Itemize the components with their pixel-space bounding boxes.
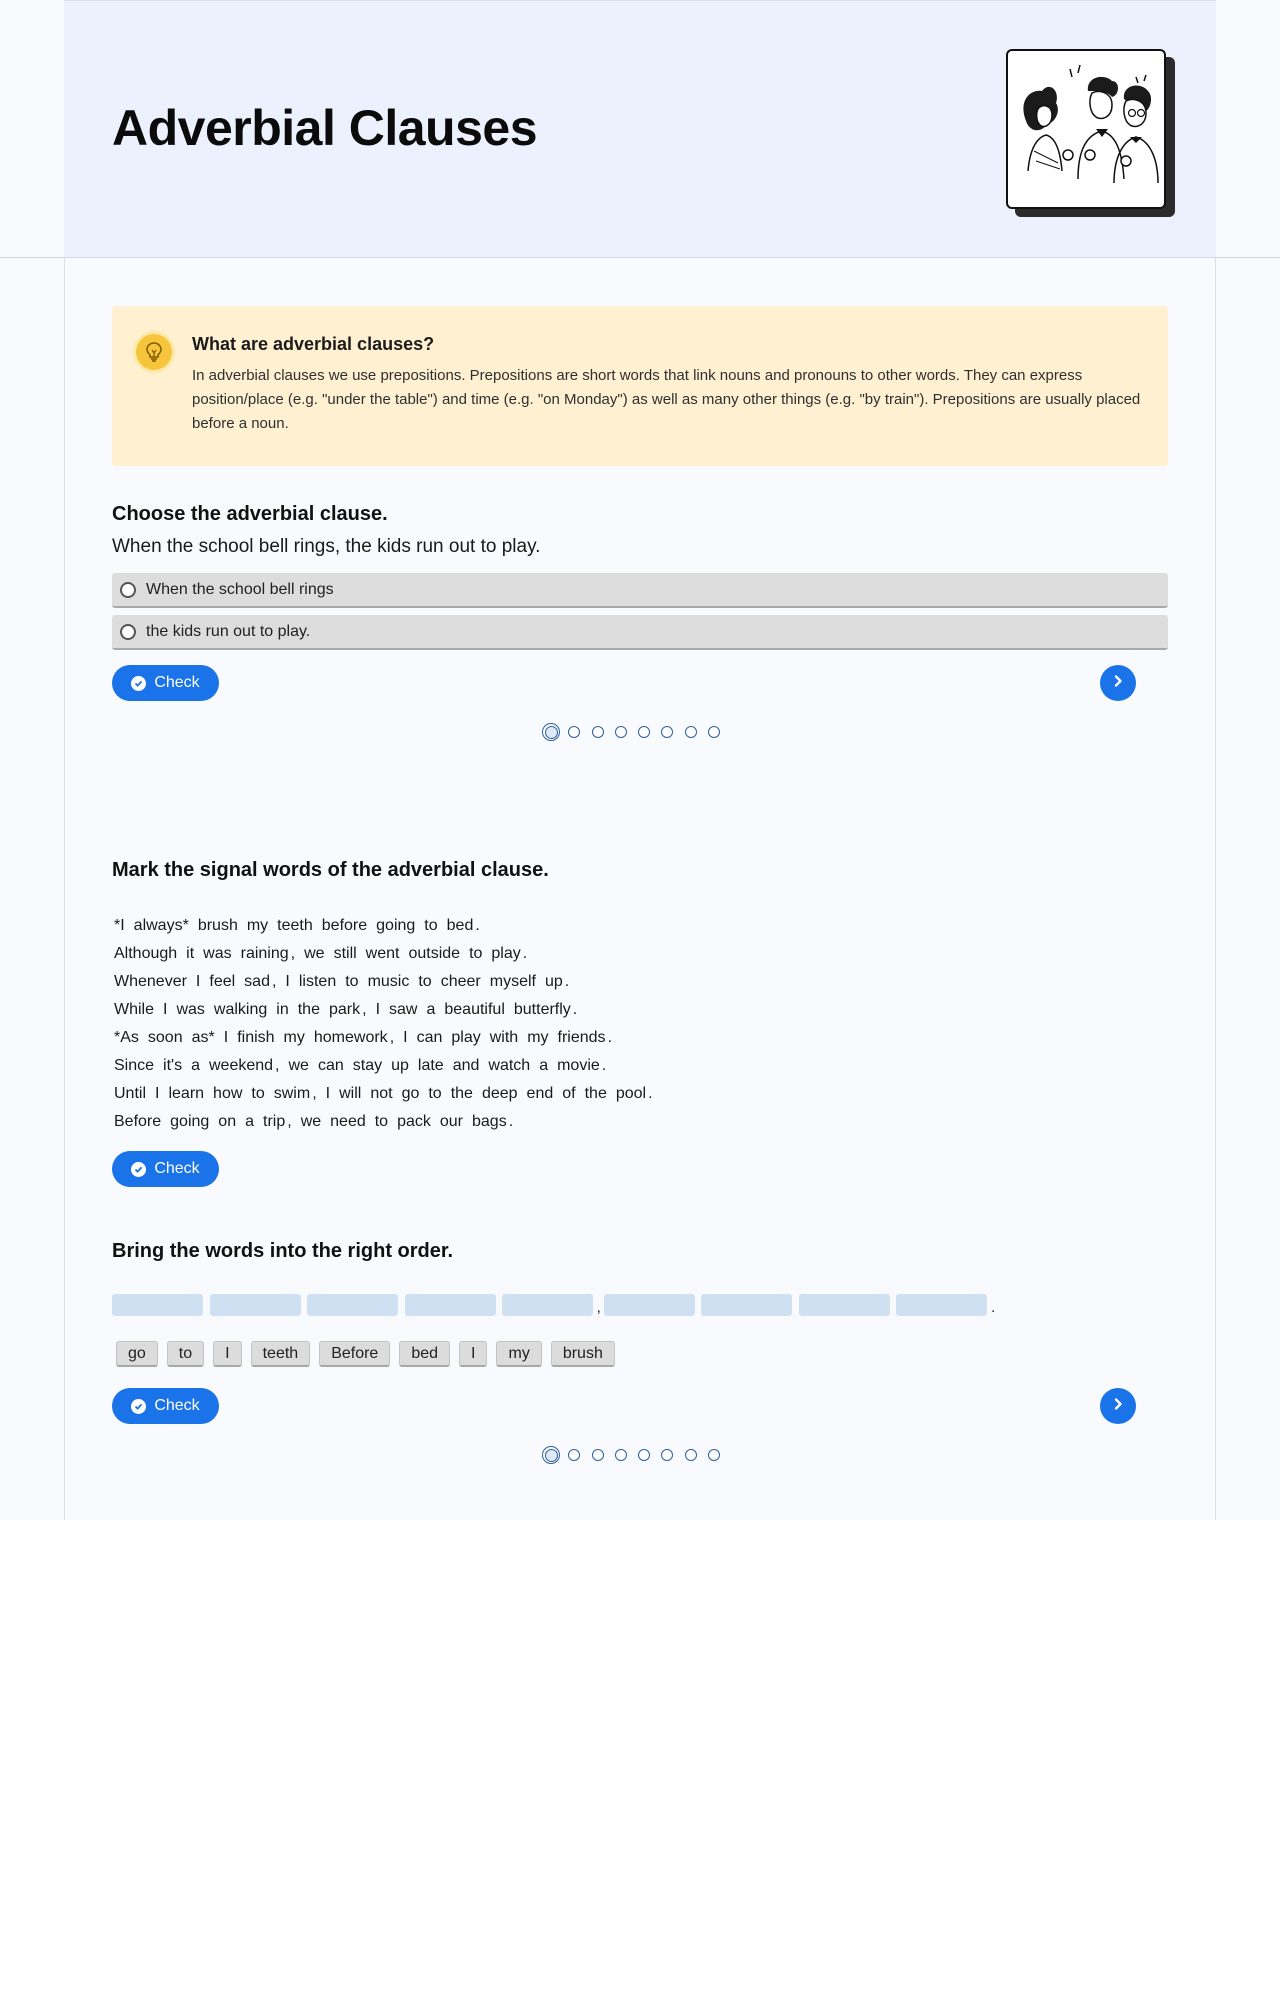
punctuation: . (508, 1113, 514, 1130)
selectable-word[interactable]: I (285, 973, 290, 990)
info-box (112, 306, 1168, 466)
selectable-word[interactable]: I (223, 1029, 229, 1046)
selectable-word[interactable]: finish (237, 1029, 275, 1046)
page-header (64, 0, 1216, 258)
selectable-word[interactable]: movie (557, 1057, 600, 1074)
comma-separator: , (596, 1299, 601, 1316)
answer-slot[interactable] (405, 1294, 496, 1316)
selectable-word[interactable]: Before (114, 1113, 162, 1130)
punctuation: , (271, 973, 277, 990)
selectable-word[interactable]: it's (163, 1057, 183, 1074)
selectable-word[interactable]: bed (446, 917, 474, 934)
punctuation: , (287, 1113, 292, 1130)
selectable-word[interactable]: a (539, 1057, 549, 1074)
selectable-word[interactable]: to (251, 1085, 265, 1102)
punctuation: . (522, 945, 528, 962)
word-chip[interactable]: Before (319, 1341, 390, 1367)
check-button-label: Check (154, 1160, 200, 1177)
period-separator: . (990, 1299, 996, 1316)
answer-slots (112, 1294, 998, 1316)
selectable-word[interactable]: it (186, 945, 195, 962)
punctuation: , (312, 1085, 317, 1102)
selectable-word[interactable]: brush (197, 917, 238, 934)
selectable-word[interactable]: Until (114, 1085, 147, 1102)
signal-words-text (114, 912, 662, 1136)
selectable-word[interactable]: on (218, 1113, 237, 1130)
selectable-word[interactable]: I (325, 1085, 331, 1102)
page-title: Adverbial Clauses (112, 100, 538, 156)
pagination-dot-active[interactable] (542, 723, 560, 741)
selectable-word[interactable]: before (321, 917, 368, 934)
selectable-word[interactable]: and (452, 1057, 480, 1074)
word-chip[interactable]: my (496, 1341, 541, 1367)
selectable-word[interactable]: feel (209, 973, 236, 990)
pagination-dot[interactable] (708, 726, 720, 738)
answer-slot[interactable] (799, 1294, 890, 1316)
selectable-word[interactable]: saw (389, 1001, 418, 1018)
exercise2-title: Mark the signal words of the adverbial clause. (112, 859, 549, 881)
selectable-word[interactable]: can (317, 1057, 344, 1074)
selectable-word[interactable]: cheer (440, 973, 481, 990)
selectable-word[interactable]: homework (313, 1029, 388, 1046)
selectable-word[interactable]: sad (244, 973, 270, 990)
selectable-word[interactable]: to (428, 1085, 442, 1102)
word-chip[interactable]: to (167, 1341, 204, 1367)
selectable-word[interactable]: I (375, 1001, 381, 1018)
selectable-word[interactable]: not (370, 1085, 393, 1102)
sentence-line (114, 968, 662, 996)
chevron-right-icon (1111, 674, 1125, 693)
punctuation: . (601, 1057, 607, 1074)
check-circle-icon (131, 1399, 146, 1414)
selectable-word[interactable]: play (491, 945, 521, 962)
selectable-word[interactable]: with (489, 1029, 519, 1046)
pagination-dot[interactable] (708, 1449, 720, 1461)
selectable-word[interactable]: While (114, 1001, 155, 1018)
pagination-dot[interactable] (568, 1449, 580, 1461)
selectable-word[interactable]: we (300, 1113, 322, 1130)
selectable-word[interactable]: *I (114, 917, 125, 934)
pagination-dot[interactable] (638, 726, 650, 738)
punctuation: . (572, 1001, 578, 1018)
selectable-word[interactable]: to (418, 973, 432, 990)
pagination-dot[interactable] (661, 726, 673, 738)
sentence-line (114, 1080, 662, 1108)
pagination-dots (545, 1445, 731, 1465)
selectable-word[interactable]: to (345, 973, 359, 990)
selectable-word[interactable]: my (527, 1029, 549, 1046)
selectable-word[interactable]: end (526, 1085, 554, 1102)
punctuation: , (290, 945, 296, 962)
answer-slot[interactable] (210, 1294, 301, 1316)
punctuation: . (607, 1029, 613, 1046)
selectable-word[interactable]: going (170, 1113, 210, 1130)
check-button-label: Check (154, 674, 200, 691)
selectable-word[interactable]: walking (213, 1001, 268, 1018)
selectable-word[interactable]: bags (472, 1113, 507, 1130)
word-chip[interactable]: bed (399, 1341, 450, 1367)
selectable-word[interactable]: my (246, 917, 269, 934)
selectable-word[interactable]: how (213, 1085, 243, 1102)
selectable-word[interactable]: music (367, 973, 410, 990)
pagination-dots (545, 722, 731, 742)
selectable-word[interactable]: going (376, 917, 416, 934)
punctuation: , (275, 1057, 280, 1074)
selectable-word[interactable]: the (450, 1085, 473, 1102)
selectable-word[interactable]: the (584, 1085, 607, 1102)
word-chip[interactable]: go (116, 1341, 158, 1367)
selectable-word[interactable]: teeth (277, 917, 313, 934)
selectable-word[interactable]: swim (273, 1085, 311, 1102)
check-button[interactable] (112, 665, 219, 701)
punctuation: , (362, 1001, 367, 1018)
word-chip[interactable]: I (213, 1341, 241, 1367)
selectable-word[interactable]: we (304, 945, 325, 962)
pagination-dot[interactable] (568, 726, 580, 738)
exercise3-title: Bring the words into the right order. (112, 1240, 454, 1262)
selectable-word[interactable]: go (401, 1085, 420, 1102)
chevron-right-icon (1111, 1397, 1125, 1416)
answer-slot[interactable] (307, 1294, 398, 1316)
lightbulb-icon (136, 334, 172, 370)
check-circle-icon (131, 1162, 146, 1177)
selectable-word[interactable]: pack (397, 1113, 431, 1130)
option-label: the kids run out to play. (146, 622, 311, 640)
punctuation: . (564, 973, 570, 990)
word-chip[interactable]: I (459, 1341, 487, 1367)
selectable-word[interactable]: soon (147, 1029, 183, 1046)
selectable-word[interactable]: I (155, 1085, 160, 1102)
selectable-word[interactable]: my (283, 1029, 305, 1046)
selectable-word[interactable]: was (176, 1001, 205, 1018)
answer-slot[interactable] (112, 1294, 203, 1316)
selectable-word[interactable]: to (469, 945, 483, 962)
selectable-word[interactable]: a (426, 1001, 436, 1018)
punctuation: . (648, 1085, 653, 1102)
selectable-word[interactable]: friends (557, 1029, 606, 1046)
sentence-line (114, 940, 662, 968)
selectable-word[interactable]: Since (114, 1057, 155, 1074)
selectable-word[interactable]: I (163, 1001, 168, 1018)
selectable-word[interactable]: butterfly (513, 1001, 571, 1018)
pagination-dot[interactable] (592, 1449, 604, 1461)
sentence-line (114, 1052, 662, 1080)
sentence-line (114, 1024, 662, 1052)
sentence-line (114, 1108, 662, 1136)
selectable-word[interactable]: park (328, 1001, 361, 1018)
selectable-word[interactable]: play (451, 1029, 481, 1046)
selectable-word[interactable]: need (330, 1113, 366, 1130)
selectable-word[interactable]: *As (114, 1029, 139, 1046)
option-2[interactable] (112, 615, 1168, 650)
selectable-word[interactable]: always* (133, 917, 189, 934)
selectable-word[interactable]: up (544, 973, 563, 990)
pagination-dot[interactable] (615, 726, 627, 738)
radio-button[interactable] (120, 582, 136, 598)
pagination-dot[interactable] (638, 1449, 650, 1461)
exercise1-sentence: When the school bell rings, the kids run out to play. (112, 536, 541, 557)
next-button[interactable] (1100, 1388, 1136, 1424)
pagination-dot[interactable] (685, 726, 697, 738)
selectable-word[interactable]: I (403, 1029, 408, 1046)
selectable-word[interactable]: we (288, 1057, 309, 1074)
selectable-word[interactable]: up (391, 1057, 409, 1074)
word-chip[interactable]: brush (551, 1341, 615, 1367)
selectable-word[interactable]: learn (168, 1085, 205, 1102)
option-1[interactable] (112, 573, 1168, 608)
selectable-word[interactable]: to (424, 917, 438, 934)
selectable-word[interactable]: was (203, 945, 232, 962)
selectable-word[interactable]: raining (240, 945, 289, 962)
selectable-word[interactable]: will (339, 1085, 362, 1102)
selectable-word[interactable]: of (562, 1085, 576, 1102)
header-divider (0, 257, 1280, 258)
sentence-line (114, 996, 662, 1024)
pagination-dot[interactable] (615, 1449, 627, 1461)
selectable-word[interactable]: stay (352, 1057, 383, 1074)
check-button[interactable] (112, 1151, 219, 1187)
word-chips (116, 1341, 624, 1367)
answer-slot[interactable] (502, 1294, 593, 1316)
selectable-word[interactable]: can (416, 1029, 443, 1046)
pagination-dot-active[interactable] (542, 1446, 560, 1464)
selectable-word[interactable]: the (297, 1001, 320, 1018)
selectable-word[interactable]: Whenever (114, 973, 187, 990)
selectable-word[interactable]: beautiful (444, 1001, 505, 1018)
selectable-word[interactable]: our (439, 1113, 463, 1130)
pagination-dot[interactable] (592, 726, 604, 738)
selectable-word[interactable]: deep (481, 1085, 518, 1102)
people-chatting-illustration (1006, 49, 1166, 209)
pagination-dot[interactable] (661, 1449, 673, 1461)
selectable-word[interactable]: Although (114, 945, 178, 962)
info-title: What are adverbial clauses? (192, 334, 435, 354)
answer-slot[interactable] (701, 1294, 792, 1316)
selectable-word[interactable]: listen (298, 973, 337, 990)
selectable-word[interactable]: trip (263, 1113, 286, 1130)
word-chip[interactable]: teeth (251, 1341, 311, 1367)
selectable-word[interactable]: a (245, 1113, 254, 1130)
selectable-word[interactable]: pool (615, 1085, 647, 1102)
check-button-label: Check (154, 1397, 200, 1414)
sentence-line (114, 912, 662, 940)
check-button[interactable] (112, 1388, 219, 1424)
selectable-word[interactable]: went (365, 945, 400, 962)
check-circle-icon (131, 676, 146, 691)
selectable-word[interactable]: I (195, 973, 201, 990)
selectable-word[interactable]: weekend (209, 1057, 274, 1074)
selectable-word[interactable]: to (374, 1113, 389, 1130)
answer-slot[interactable] (896, 1294, 987, 1316)
next-button[interactable] (1100, 665, 1136, 701)
option-label: When the school bell rings (146, 580, 334, 598)
selectable-word[interactable]: still (333, 945, 357, 962)
selectable-word[interactable]: outside (408, 945, 461, 962)
selectable-word[interactable]: as* (191, 1029, 215, 1046)
punctuation: , (389, 1029, 395, 1046)
selectable-word[interactable]: myself (489, 973, 536, 990)
selectable-word[interactable]: watch (488, 1057, 531, 1074)
selectable-word[interactable]: a (191, 1057, 200, 1074)
pagination-dot[interactable] (685, 1449, 697, 1461)
selectable-word[interactable]: in (276, 1001, 289, 1018)
radio-button[interactable] (120, 624, 136, 640)
answer-slot[interactable] (604, 1294, 695, 1316)
punctuation: . (475, 917, 480, 934)
selectable-word[interactable]: late (417, 1057, 444, 1074)
exercise1-title: Choose the adverbial clause. (112, 503, 388, 525)
info-text: In adverbial clauses we use prepositions. Prepositions are short words that link nouns and pronouns to other words. They can express position/place (e.g. "under the table") and time (e.g. "on Monday") as well as many other things (e.g. "by train"). Prepositions are usually placed before a noun. (192, 367, 1141, 432)
